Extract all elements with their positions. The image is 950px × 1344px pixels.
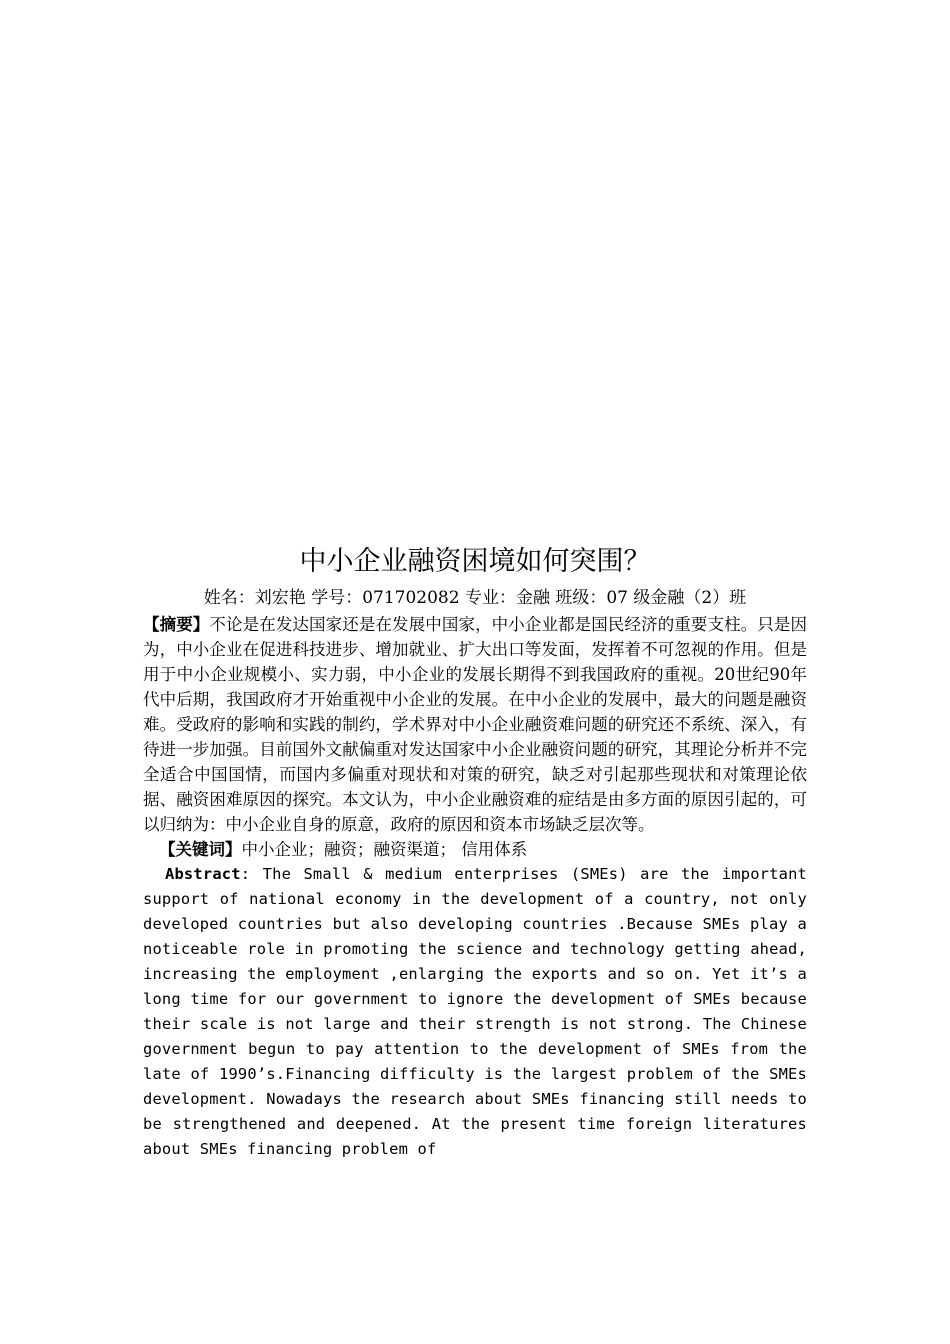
abstract-cn [143, 612, 807, 837]
abstract-en-text: : The Small & medium enterprises (SMEs) are the important support of national economy in the development of a country, not only developed countries but also developing countries .Because SMEs play a noticeable role in promoting the science and technology getting ahead, increasing the employment ,enlarging the exports and so on. Yet it’s a long time for our government to ignore the development of SMEs because their scale is not large and their strength is not strong. The Chinese government begun to pay attention to the development of SMEs from the late of 1990’s.Financing difficulty is the largest problem of the SMEs development. Nowadays the research about SMEs financing still needs to be strengthened and deepened. At the present time foreign literatures about SMEs financing problem of [143, 865, 807, 1158]
author-info [143, 584, 807, 612]
abstract-cn-label: 【摘要】 [143, 615, 210, 634]
keywords-text: 中小企业；融资；融资渠道； 信用体系 [241, 840, 528, 859]
keywords-label: 【关键词】 [159, 840, 242, 859]
author-info-text: 姓名：刘宏艳 学号：071702082 专业：金融 班级：07 级金融（2）班 [203, 588, 747, 608]
paper-body [143, 540, 807, 1162]
abstract-en [143, 862, 807, 1162]
keywords [143, 837, 807, 862]
abstract-en-label: Abstract [165, 865, 241, 883]
abstract-cn-text: 不论是在发达国家还是在发展中国家，中小企业都是国民经济的重要支柱。只是因为，中小企业在促进科技进步、增加就业、扩大出口等发面，发挥着不可忽视的作用。但是用于中小企业规模小、实力弱，中小企业的发展长期得不到我国政府的重视。20世纪90年代中后期，我国政府才开始重视中小企业的发展。在中小企业的发展中，最大的问题是融资难。受政府的影响和实践的制约，学术界对中小企业融资难问题的研究还不系统、深入，有待进一步加强。目前国外文献偏重对发达国家中小企业融资问题的研究，其理论分析并不完全适合中国国情，而国内多偏重对现状和对策的研究，缺乏对引起那些现状和对策理论依据、融资困难原因的探究。本文认为，中小企业融资难的症结是由多方面的原因引起的，可以归纳为：中小企业自身的原意，政府的原因和资本市场缺乏层次等。 [143, 615, 808, 834]
paper-title: 中小企业融资困境如何突围？ [299, 546, 651, 577]
